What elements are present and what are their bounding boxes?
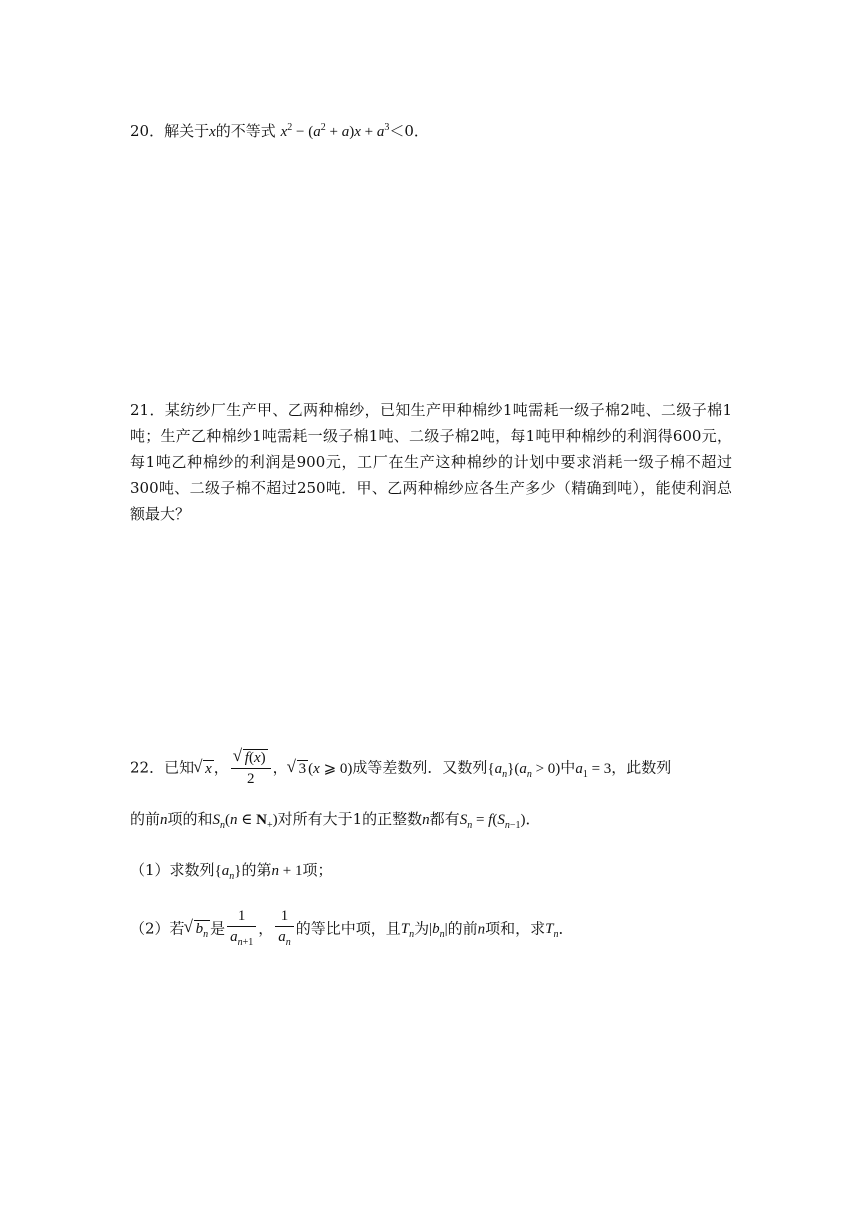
problem-20-number: 20． <box>130 122 165 140</box>
problem-21 <box>130 397 732 527</box>
variable-n: n <box>160 811 168 828</box>
inequality: $x^2 - (a^2 + a)x + a^3$ <box>280 122 390 140</box>
problem-22-text-3: 中 <box>560 758 576 777</box>
sqrt-3-expression: √ 3 (x ⩾ 0) <box>288 761 353 777</box>
problem-22-text-1: 已知 <box>164 758 195 777</box>
question-2-text-c: 的等比中项，且 <box>295 919 401 937</box>
problem-22-text-6: 项的和 <box>167 809 213 828</box>
problem-22-line-1: 22．已知√ x ， √ $\frac{f(x)}{2}$ ，√ 3 (x ⩾ 0)成等差数列．又数列$\{a_n\}(a_n > 0)$中$a_1 = 3$，此数列 <box>130 748 732 790</box>
recurrence: $S_n = f(S_{n-1})$ <box>459 811 526 831</box>
a1-equals-3: $a_1 = 3$ <box>575 760 612 780</box>
variable-x: x <box>209 124 216 140</box>
question-2-label: （2） <box>130 919 170 937</box>
problem-22-question-1 <box>130 855 732 892</box>
problem-22-text-8: 都有 <box>429 809 460 828</box>
problem-22-text-2: 成等差数列．又数列 <box>352 758 488 777</box>
problem-22-number: 22． <box>130 758 165 777</box>
problem-21-text: 某纺纱厂生产甲、乙两种棉纱，已知生产甲种棉纱1吨需耗一级子棉2吨、二级子棉1吨；生产乙种棉纱1吨需耗一级子棉1吨、二级子棉2吨，每1吨甲种棉纱的利润得600元，每1吨乙种棉纱的利润是900元，工厂在生产这种棉纱的计划中要求消耗一级子棉不超过300吨、二级子棉不超过250吨．甲、乙两种棉纱应各生产多少（精确到吨），能使利润总额最大？ <box>130 401 732 523</box>
problem-21-number: 21． <box>130 401 165 419</box>
abs-bn: $|b_n|$ <box>429 921 448 940</box>
question-2-text-a: 若 <box>169 919 185 937</box>
question-2-text-d: 为 <box>414 919 430 937</box>
question-1-text-a: 求数列 <box>169 860 215 879</box>
question-1-text-b: 的第 <box>241 860 272 879</box>
question-1-text-c: 项； <box>302 860 333 879</box>
sum-sn: $S_n(n$ ∈ $N_+$) <box>212 811 278 831</box>
inequality-end: ＜0． <box>389 122 429 140</box>
n-plus-1: n + 1 <box>271 862 303 879</box>
sequence-an: $\{a_n\}(a_n > 0)$ <box>487 760 561 780</box>
problem-22 <box>130 748 732 967</box>
problem-22-question-2: （2）若√ $b_n$ 是 $\frac{1}{a_{n+1}}$ ， $\frac{1}{a_n}$ 的等比中项，且$T_n$为$|b_n|$的前n项和，求$T_n$． <box>130 906 732 953</box>
problem-22-line-2: 的前n项的和$S_n(n$ ∈ $N_+$)对所有大于1的正整数n都有$S_n = f(S_{n-1})$． <box>130 809 541 831</box>
question-2-text-b: 是 <box>210 919 226 937</box>
question-1-label: （1） <box>130 860 170 879</box>
sqrt-bn: √ $b_n$ <box>185 914 211 950</box>
tn-2: $T_n$ <box>545 921 559 940</box>
variable-n-2: n <box>422 811 430 828</box>
sequence-an-2: $\{a_n\}$ <box>214 862 242 882</box>
question-2-text-e: 的前 <box>447 919 478 937</box>
tn: $T_n$ <box>400 921 415 940</box>
problem-22-text-7: 对所有大于1的正整数 <box>277 809 423 828</box>
problem-22-text-5: 的前 <box>130 809 161 828</box>
problem-20-text-2: 的不等式 <box>215 122 276 140</box>
sqrt-x: √ x <box>194 754 214 784</box>
problem-20-text: 解关于 <box>164 122 210 140</box>
problem-22-text-4: ，此数列 <box>611 758 672 777</box>
fraction-1-over-an: $\frac{1}{a_n}$ <box>275 906 294 953</box>
fraction-1-over-an1: $\frac{1}{a_{n+1}}$ <box>227 906 256 953</box>
fraction-sqrt-fx-over-2: √ $\frac{f(x)}{2}$ <box>231 748 271 789</box>
question-2-text-f: 项和，求 <box>485 919 546 937</box>
problem-20 <box>130 115 732 145</box>
variable-n-3: n <box>477 921 486 937</box>
